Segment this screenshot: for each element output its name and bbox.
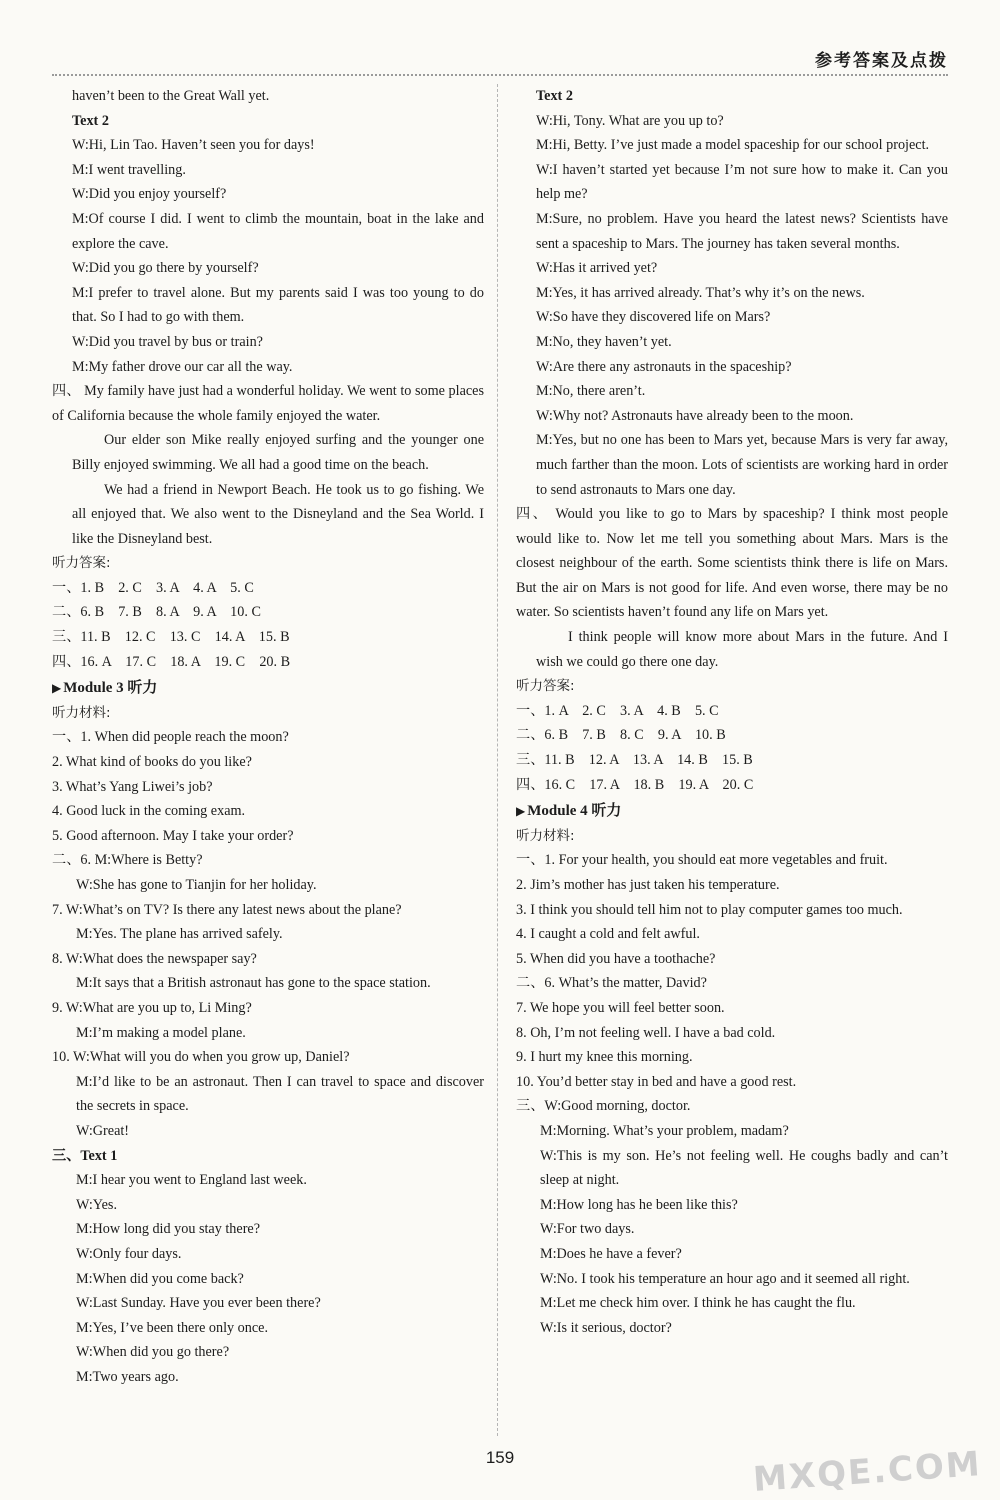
dialogue-line: M:I prefer to travel alone. But my parents said I was too young to do that. So I had to go with them. (72, 284, 484, 326)
dialogue-line: W:Yes. (76, 1196, 117, 1213)
answer-row: 四、16. C 17. A 18. B 19. A 20. C (516, 776, 754, 793)
dialogue-line: W:Hi, Tony. What are you up to? (536, 112, 724, 129)
question-line: M:It says that a British astronaut has gone to the space station. (76, 975, 431, 992)
answer-row: 四、16. A 17. C 18. A 19. C 20. B (52, 653, 291, 670)
question-line: M:I’m making a model plane. (76, 1024, 246, 1041)
dialogue-line: M:Let me check him over. I think he has caught the flu. (540, 1295, 856, 1312)
right-column (516, 84, 948, 1340)
question-line: 8. W:What does the newspaper say? (52, 950, 257, 967)
dialogue-line: M:No, they haven’t yet. (536, 333, 672, 350)
section-4-paragraph: I think people will know more about Mars in the future. And I wish we could go there one day. (536, 629, 948, 670)
dialogue-line: W:Is it serious, doctor? (540, 1319, 672, 1336)
question-line: 10. W:What will you do when you grow up, Daniel? (52, 1049, 350, 1066)
answer-row: 一、1. A 2. C 3. A 4. B 5. C (516, 702, 719, 719)
triangle-icon: ▶ (52, 681, 62, 696)
dialogue-line: W:Has it arrived yet? (536, 260, 658, 277)
module-4-title: Module 4 听力 (527, 803, 622, 820)
dialogue-line: W:Last Sunday. Have you ever been there? (76, 1295, 321, 1312)
left-column (52, 84, 484, 1389)
question-line: 4. Good luck in the coming exam. (52, 803, 246, 820)
dialogue-line: M:No, there aren’t. (536, 383, 646, 400)
dialogue-line: M:Sure, no problem. Have you heard the latest news? Scientists have sent a spaceship to Mars. The journey has taken several months. (536, 210, 948, 252)
dialogue-line: M:Morning. What’s your problem, madam? (540, 1122, 789, 1139)
dialogue-line: M:How long has he been like this? (540, 1196, 738, 1213)
dialogue-line: M:Yes, but no one has been to Mars yet, because Mars is very far away, much farther than the moon. Lots of scientists are working hard in order to send astronauts to Mars one day. (536, 432, 948, 498)
question-line: 一、1. For your health, you should eat more vegetables and fruit. (516, 852, 888, 869)
dialogue-line: M:Two years ago. (76, 1368, 179, 1385)
answers-label: 听力答案: (516, 678, 575, 695)
dialogue-line: 三、W:Good morning, doctor. (516, 1098, 691, 1115)
question-line: 9. W:What are you up to, Li Ming? (52, 999, 252, 1016)
dialogue-line: W:Did you go there by yourself? (72, 260, 259, 277)
question-line: 2. What kind of books do you like? (52, 754, 252, 771)
materials-label: 听力材料: (52, 704, 111, 721)
answer-row: 三、11. B 12. A 13. A 14. B 15. B (516, 752, 753, 769)
question-line: W:She has gone to Tianjin for her holiday. (76, 877, 317, 893)
dialogue-line: W:Did you travel by bus or train? (72, 333, 263, 350)
dialogue-line: W:No. I took his temperature an hour ago and it seemed all right. (540, 1270, 910, 1287)
question-line: 10. You’d better stay in bed and have a good rest. (516, 1073, 797, 1090)
dialogue-line: M:I went travelling. (72, 161, 186, 178)
answers-label: 听力答案: (52, 555, 111, 572)
dialogue-line: M:Of course I did. I went to climb the mountain, boat in the lake and explore the cave. (72, 210, 484, 252)
dialogue-line: M:When did you come back? (76, 1270, 244, 1287)
column-divider (497, 84, 498, 1436)
answer-row: 二、6. B 7. B 8. C 9. A 10. B (516, 727, 726, 744)
dialogue-line: W:Are there any astronauts in the spaceship? (536, 358, 792, 375)
text-2-heading: Text 2 (72, 112, 109, 129)
page-header-title: 参考答案及点拨 (815, 51, 948, 71)
question-line: 二、6. M:Where is Betty? (52, 852, 203, 869)
section-4-paragraph: 四、 My family have just had a wonderful holiday. We went to some places of California because the whole family enjoyed the water. (52, 383, 484, 424)
question-line: W:Great! (76, 1122, 130, 1139)
answer-row: 三、11. B 12. C 13. C 14. A 15. B (52, 629, 290, 646)
dialogue-line: M:I hear you went to England last week. (76, 1172, 307, 1189)
dialogue-line: M:How long did you stay there? (76, 1221, 261, 1238)
module-3-title: Module 3 听力 (63, 680, 158, 697)
dialogue-line: M:Does he have a fever? (540, 1245, 682, 1262)
question-line: M:I’d like to be an astronaut. Then I can travel to space and discover the secrets in space. (76, 1073, 484, 1115)
dialogue-line: W:I haven’t started yet because I’m not sure how to make it. Can you help me? (536, 161, 948, 203)
text-1-heading: 三、Text 1 (52, 1147, 118, 1164)
module-4-heading (516, 799, 948, 824)
dialogue-line: M:Yes, I’ve been there only once. (76, 1319, 269, 1336)
dialogue-line: W:So have they discovered life on Mars? (536, 309, 771, 326)
dialogue-line: W:Did you enjoy yourself? (72, 186, 227, 203)
question-line: 5. Good afternoon. May I take your order? (52, 827, 294, 844)
section-4-paragraph: 四、 Would you like to go to Mars by spaceship? I think most people would like to. Now let me tell you something about Mars. Mars is the closest neighbour of the earth. Some scientists think there is life on Mars. But the air on Mars is not good for life. And even worse, there may be no water. So scientists haven’t found any life on Mars yet. (516, 506, 948, 621)
question-line: 5. When did you have a toothache? (516, 950, 716, 967)
text-2-heading: Text 2 (536, 88, 573, 104)
page-number: 159 (485, 1448, 515, 1467)
question-line: 3. I think you should tell him not to play computer games too much. (516, 901, 903, 918)
dialogue-line: haven’t been to the Great Wall yet. (72, 88, 270, 104)
question-line: 9. I hurt my knee this morning. (516, 1049, 693, 1066)
dialogue-line: W:When did you go there? (76, 1344, 230, 1361)
question-line: 7. W:What’s on TV? Is there any latest news about the plane? (52, 901, 402, 918)
dialogue-line: M:My father drove our car all the way. (72, 358, 293, 375)
question-line: 8. Oh, I’m not feeling well. I have a bad cold. (516, 1024, 776, 1041)
module-3-heading (52, 676, 484, 701)
dialogue-line: W:Why not? Astronauts have already been to the moon. (536, 407, 854, 424)
question-line: 2. Jim’s mother has just taken his temperature. (516, 877, 780, 893)
header-divider (52, 74, 948, 76)
dialogue-line: M:Yes, it has arrived already. That’s why it’s on the news. (536, 284, 865, 301)
dialogue-line: W:This is my son. He’s not feeling well. He coughs badly and can’t sleep at night. (540, 1147, 948, 1189)
answer-row: 二、6. B 7. B 8. A 9. A 10. C (52, 604, 261, 621)
dialogue-line: M:Hi, Betty. I’ve just made a model spaceship for our school project. (536, 137, 930, 154)
question-line: 4. I caught a cold and felt awful. (516, 926, 700, 943)
question-line: M:Yes. The plane has arrived safely. (76, 926, 283, 943)
question-line: 3. What’s Yang Liwei’s job? (52, 778, 213, 795)
triangle-icon: ▶ (516, 804, 526, 819)
section-4-paragraph: Our elder son Mike really enjoyed surfing and the younger one Billy enjoyed swimming. We all had a good time on the beach. (72, 432, 484, 473)
question-line: 一、1. When did people reach the moon? (52, 729, 289, 746)
question-line: 二、6. What’s the matter, David? (516, 975, 707, 992)
dialogue-line: W:Only four days. (76, 1245, 182, 1262)
question-line: 7. We hope you will feel better soon. (516, 999, 725, 1016)
dialogue-line: W:For two days. (540, 1221, 635, 1238)
section-4-paragraph: We had a friend in Newport Beach. He took us to go fishing. We all enjoyed that. We also went to the Disneyland and the Sea World. I like the Disneyland best. (72, 481, 484, 547)
watermark-logo: MXQE.COM (752, 1444, 984, 1500)
dialogue-line: W:Hi, Lin Tao. Haven’t seen you for days! (72, 137, 315, 154)
materials-label: 听力材料: (516, 827, 575, 844)
answer-row: 一、1. B 2. C 3. A 4. A 5. C (52, 579, 254, 596)
